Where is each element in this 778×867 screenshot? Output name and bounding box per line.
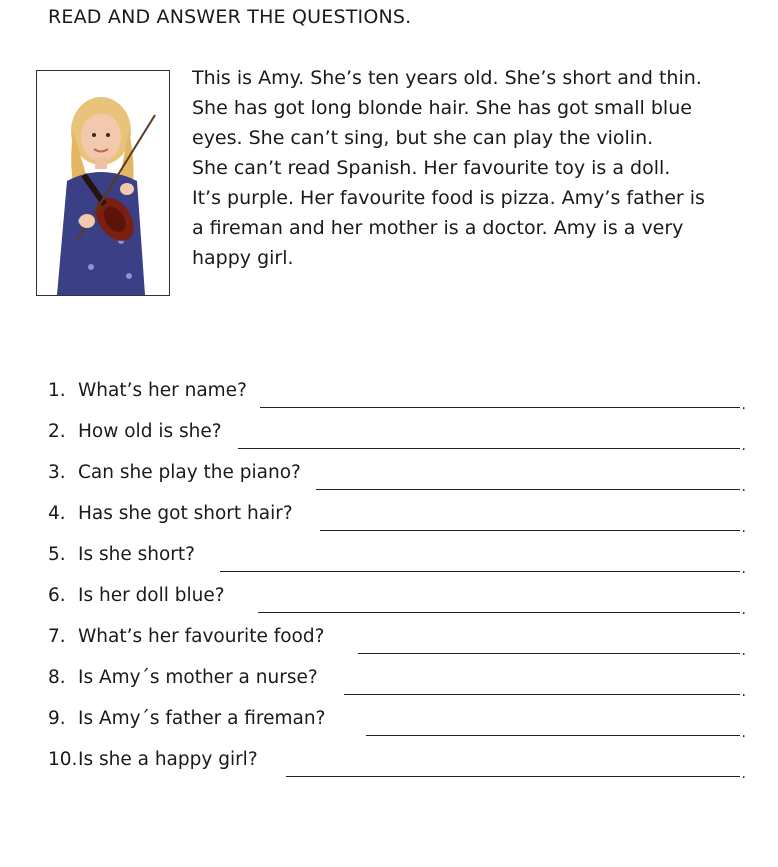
question-number: 1. (48, 380, 66, 401)
question-item (48, 380, 748, 421)
passage-line: eyes. She can’t sing, but she can play the violin. (192, 127, 654, 149)
question-text: What’s her name? (78, 380, 247, 401)
question-number: 2. (48, 421, 66, 442)
question-text: Is she a happy girl? (78, 749, 258, 770)
photo-frame (36, 70, 170, 296)
answer-end-period: . (741, 602, 746, 618)
question-text: How old is she? (78, 421, 222, 442)
question-item (48, 667, 748, 708)
answer-line[interactable] (316, 489, 740, 490)
answer-end-period: . (741, 479, 746, 495)
answer-line[interactable] (358, 653, 740, 654)
answer-line[interactable] (366, 735, 740, 736)
question-number: 7. (48, 626, 66, 647)
answer-line[interactable] (238, 448, 740, 449)
passage-line: It’s purple. Her favourite food is pizza. Amy’s father is (192, 187, 705, 209)
question-number: 9. (48, 708, 66, 729)
question-number: 10. (48, 749, 78, 770)
question-list (48, 380, 748, 790)
question-number: 4. (48, 503, 66, 524)
passage-line: a fireman and her mother is a doctor. Amy is a very (192, 217, 684, 239)
question-item (48, 708, 748, 749)
answer-end-period: . (741, 766, 746, 782)
question-text: Is her doll blue? (78, 585, 225, 606)
question-text: Is Amy´s mother a nurse? (78, 667, 318, 688)
answer-end-period: . (741, 397, 746, 413)
answer-line[interactable] (320, 530, 740, 531)
question-number: 6. (48, 585, 66, 606)
answer-line[interactable] (344, 694, 740, 695)
answer-line[interactable] (220, 571, 740, 572)
passage-line: happy girl. (192, 247, 294, 269)
question-number: 5. (48, 544, 66, 565)
question-text: Is Amy´s father a fireman? (78, 708, 326, 729)
answer-line[interactable] (260, 407, 740, 408)
answer-line[interactable] (258, 612, 740, 613)
question-item (48, 749, 748, 790)
worksheet-title: READ AND ANSWER THE QUESTIONS. (48, 6, 412, 28)
answer-end-period: . (741, 684, 746, 700)
question-number: 3. (48, 462, 66, 483)
passage-line: This is Amy. She’s ten years old. She’s short and thin. (192, 67, 702, 89)
answer-line[interactable] (286, 776, 740, 777)
question-item (48, 503, 748, 544)
question-text: Can she play the piano? (78, 462, 301, 483)
question-item (48, 462, 748, 503)
question-item (48, 626, 748, 667)
answer-end-period: . (741, 561, 746, 577)
answer-end-period: . (741, 725, 746, 741)
question-item (48, 585, 748, 626)
answer-end-period: . (741, 438, 746, 454)
question-number: 8. (48, 667, 66, 688)
passage-line: She can’t read Spanish. Her favourite toy is a doll. (192, 157, 671, 179)
reading-passage (192, 63, 752, 273)
question-text: What’s her favourite food? (78, 626, 325, 647)
question-item (48, 544, 748, 585)
passage-line: She has got long blonde hair. She has got small blue (192, 97, 692, 119)
question-item (48, 421, 748, 462)
answer-end-period: . (741, 643, 746, 659)
question-text: Is she short? (78, 544, 195, 565)
question-text: Has she got short hair? (78, 503, 293, 524)
answer-end-period: . (741, 520, 746, 536)
girl-playing-violin-photo (37, 71, 169, 295)
